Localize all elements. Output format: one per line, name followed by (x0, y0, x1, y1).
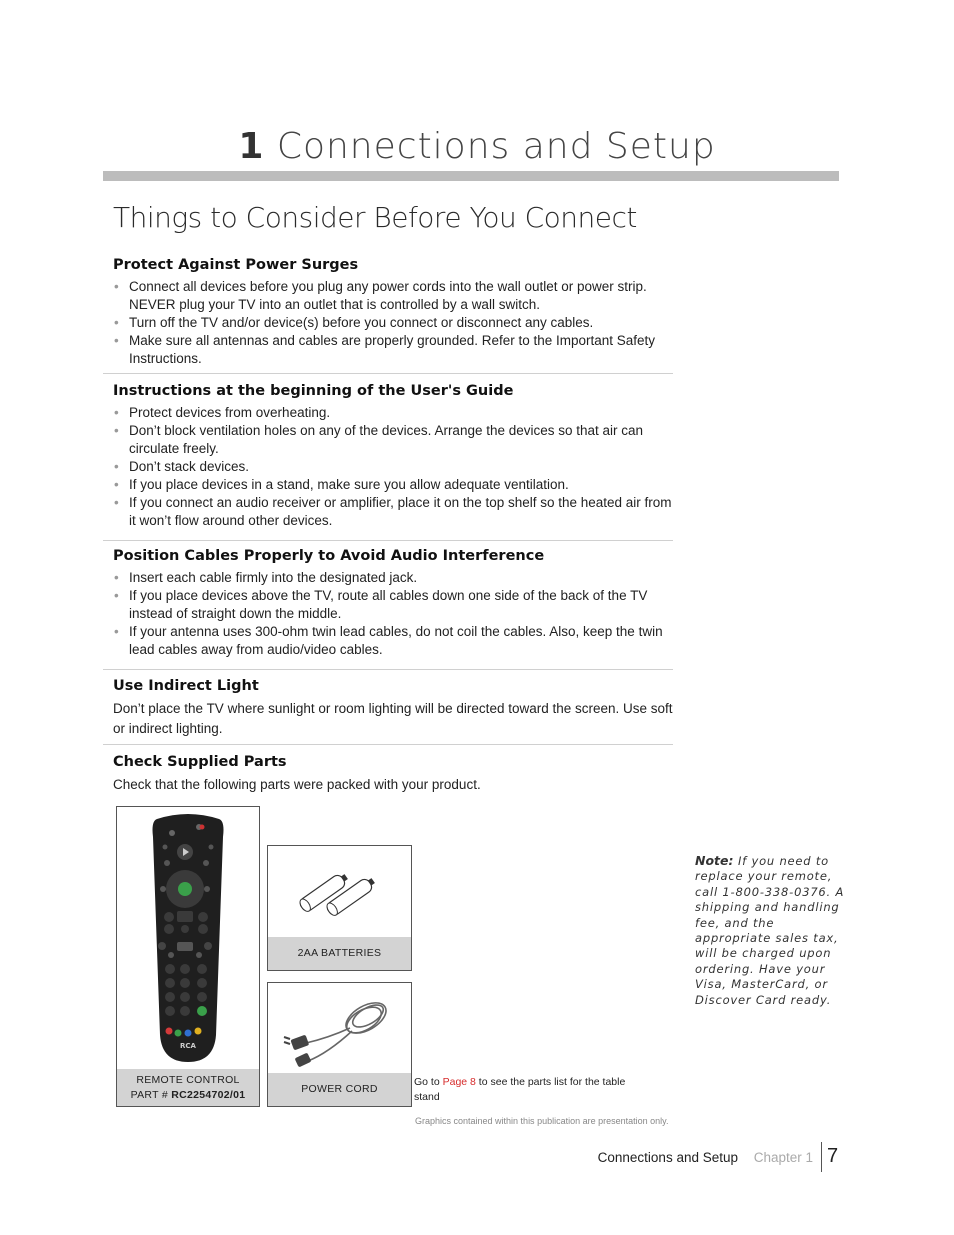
goto-prefix: Go to (414, 1076, 443, 1088)
remote-caption-line2 (117, 1088, 259, 1103)
subsection-power-surges (103, 257, 673, 368)
remote-control-illustration (117, 807, 259, 1069)
list-item: • Don’t block ventilation holes on any of the devices. Arrange the devices so that air can circulate freely. (113, 422, 673, 458)
subsection-heading: Position Cables Properly to Avoid Audio Interference (113, 548, 545, 564)
list-item: • Protect devices from overheating. (113, 404, 673, 422)
part-prefix: PART # (130, 1089, 172, 1101)
bullet-list (103, 404, 673, 530)
chapter-number: 1 (238, 126, 265, 167)
power-cord-box (267, 982, 412, 1107)
subsection-indirect-light (103, 678, 673, 739)
batteries-box (267, 845, 412, 971)
paragraph: Don’t place the TV where sunlight or room lighting will be directed toward the screen. Use soft or indirect lighting. (113, 701, 673, 736)
divider (103, 669, 673, 670)
list-item: • If your antenna uses 300-ohm twin lead cables, do not coil the cables. Also, keep the twin lead cables away from audio/video cables. (113, 623, 673, 659)
footer-chapter: Chapter 1 (753, 1150, 813, 1165)
power-cord-caption: POWER CORD (268, 1073, 411, 1106)
subsection-heading: Check Supplied Parts (113, 754, 287, 770)
note-box (695, 853, 845, 1008)
list-item: • Connect all devices before you plug any power cords into the wall outlet or power strip. NEVER plug your TV into an outlet that is controlled by a wall switch. (113, 278, 673, 314)
page-number: 7 (827, 1145, 839, 1167)
divider (103, 744, 673, 745)
paragraph: Check that the following parts were packed with your product. (113, 777, 481, 792)
remote-caption-line1: REMOTE CONTROL (136, 1074, 240, 1086)
list-item: • Don’t stack devices. (113, 458, 673, 476)
chapter-title-text: Connections and Setup (276, 126, 716, 167)
list-item: • Make sure all antennas and cables are properly grounded. Refer to the Important Safety Instructions. (113, 332, 673, 368)
divider (103, 540, 673, 541)
part-number: RC2254702/01 (171, 1089, 246, 1101)
list-item: • If you connect an audio receiver or amplifier, place it on the top shelf so the heated air from it won’t flow around other devices. (113, 494, 673, 530)
list-item: • Insert each cable firmly into the designated jack. (113, 569, 673, 587)
note-label: Note: (695, 853, 734, 868)
goto-suffix: to see the parts list for the table stand (414, 1076, 626, 1103)
chapter-rule (103, 171, 839, 181)
chapter-title (0, 126, 954, 167)
subsection-heading: Use Indirect Light (113, 678, 259, 694)
goto-text (414, 1075, 629, 1105)
list-item: • Turn off the TV and/or device(s) before you connect or disconnect any cables. (113, 314, 673, 332)
subsection-heading: Protect Against Power Surges (113, 257, 359, 273)
bullet-list (103, 569, 673, 659)
power-cord-illustration (268, 983, 411, 1073)
batteries-caption: 2AA BATTERIES (268, 937, 411, 970)
list-item: • If you place devices above the TV, route all cables down one side of the back of the TV instead of straight down the middle. (113, 587, 673, 623)
subsection-users-guide (103, 383, 673, 530)
subsection-cables (103, 548, 673, 659)
list-item: • If you place devices in a stand, make sure you allow adequate ventilation. (113, 476, 673, 494)
note-text: If you need to replace your remote, call 1-800-338-0376. A shipping and handling fee, and the appropriate sales tax, will be charged upon ordering. Have your Visa, MasterCard, or Discover Card ready. (695, 854, 845, 1007)
subsection-heading: Instructions at the beginning of the User's Guide (113, 383, 514, 399)
footer-divider (821, 1142, 822, 1172)
subsection-supplied-parts (103, 754, 673, 795)
remote-control-box (116, 806, 260, 1107)
remote-brand-logo: RCA (180, 1042, 196, 1050)
divider (103, 373, 673, 374)
footer-section-title: Connections and Setup (597, 1150, 738, 1165)
batteries-illustration (268, 846, 411, 936)
graphics-disclaimer: Graphics contained within this publication are presentation only. (415, 1116, 669, 1126)
section-title: Things to Consider Before You Connect (113, 201, 637, 234)
remote-caption (117, 1069, 259, 1106)
bullet-list (103, 278, 673, 368)
page-footer (0, 1145, 954, 1174)
page-8-link[interactable]: Page 8 (442, 1076, 476, 1088)
